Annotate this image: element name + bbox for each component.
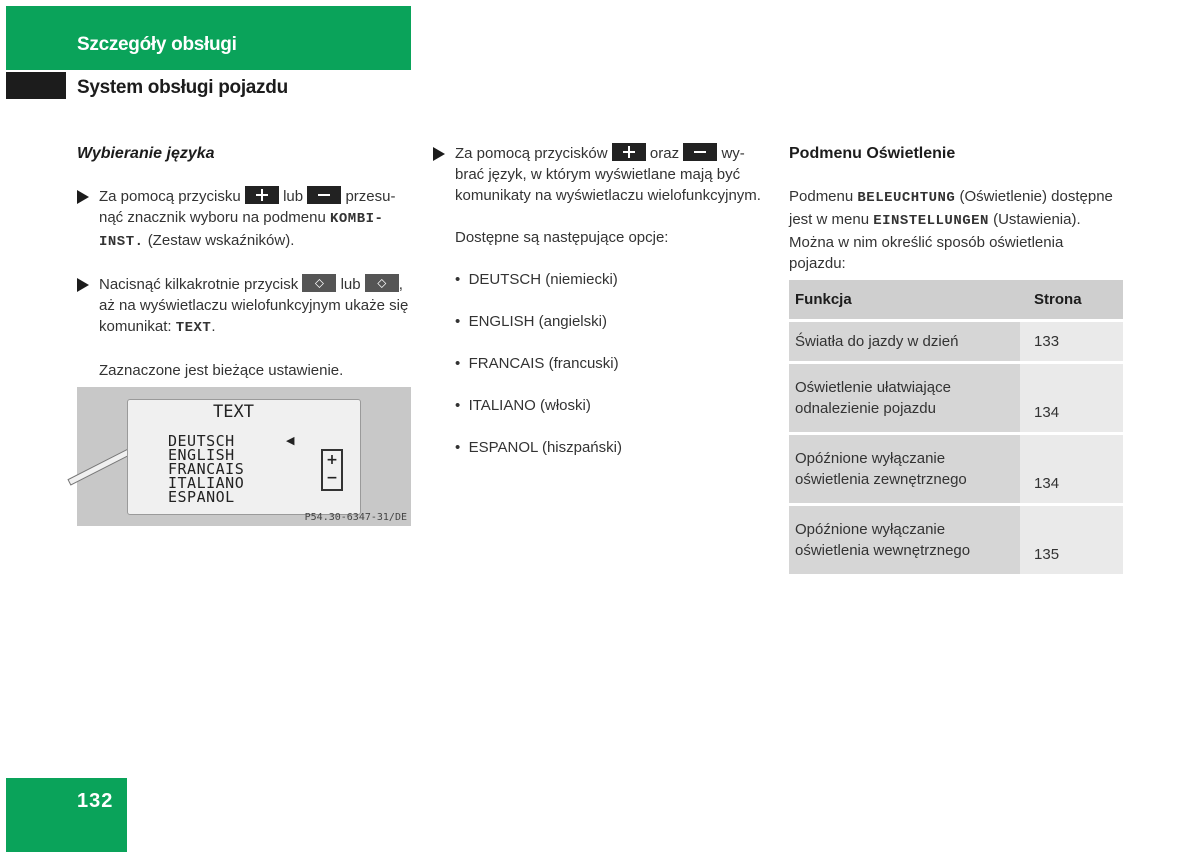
table-row: Opóźnione wyłączanie oświetlenia zewnętrznego 134 <box>789 434 1123 505</box>
lighting-paragraph: Podmenu BELEUCHTUNG (Oświetlenie) dostępne jest w menu EINSTELLUNGEN (Ustawienia). Można w nim określić sposób oświetlenia pojazdu: <box>789 188 1113 272</box>
minus-key-icon <box>307 186 341 204</box>
table-header-row <box>789 280 1123 321</box>
code-text: TEXT <box>175 320 212 336</box>
options-intro: Dostępne są następujące opcje: <box>455 229 669 246</box>
page-number: 132 <box>77 790 114 812</box>
step-select-kombi: Za pomocą przycisku lub przesu-nąć znacznik wyboru na podmenu KOMBI-INST. (Zestaw wskaźników). <box>77 186 411 253</box>
selection-pointer-icon: ◀ <box>286 435 295 447</box>
list-item: • ENGLISH (angielski) <box>455 313 607 330</box>
current-setting-note: Zaznaczone jest bieżące ustawienie. <box>99 362 344 379</box>
lighting-table <box>789 280 1123 574</box>
code-kombi-inst: KOMBI-INST. <box>99 211 384 250</box>
step-arrow-icon <box>77 190 89 204</box>
column-language <box>77 143 411 381</box>
lcd-language-list <box>168 434 244 504</box>
lcd-title: TEXT <box>213 402 254 422</box>
code-einstellungen: EINSTELLUNGEN <box>873 213 989 229</box>
page-number-badge <box>6 778 127 852</box>
plus-key-icon <box>612 143 646 161</box>
step-arrow-icon <box>77 278 89 292</box>
lcd-item: DEUTSCH <box>168 432 235 450</box>
language-heading: Wybieranie języka <box>77 145 215 162</box>
code-beleuchtung: BELEUCHTUNG <box>857 190 956 206</box>
table-row: Opóźnione wyłączanie oświetlenia wewnętrznego 135 <box>789 505 1123 575</box>
list-item: • FRANCAIS (francuski) <box>455 355 619 372</box>
plus-minus-box: + − <box>321 449 343 491</box>
plus-key-icon <box>245 186 279 204</box>
figure-code: P54.30-6347-31/DE <box>304 512 407 523</box>
step-press-arrows: Nacisnąć kilkakrotnie przycisk ⬦︎ lub ⬦︎ , aż na wyświetlaczu wielofunkcyjnym ukaże się komunikat: TEXT. <box>77 274 411 339</box>
step-choose-language: Za pomocą przycisków oraz wy-brać język, w którym wyświetlane mają być komunikaty na wyświetlaczu wielofunkcyjnym. <box>433 143 769 206</box>
list-item: • ITALIANO (włoski) <box>455 397 591 414</box>
list-item: • DEUTSCH (niemiecki) <box>455 271 618 288</box>
lcd-item: ITALIANO <box>168 474 245 492</box>
table-row: Światła do jazdy w dzień 133 <box>789 321 1123 363</box>
up-key-icon: ⬦︎ <box>302 274 336 292</box>
lcd-item: ESPANOL <box>168 488 235 506</box>
step-arrow-icon <box>433 147 445 161</box>
subsection-marker <box>6 72 66 99</box>
lcd-item: FRANCAIS <box>168 460 245 478</box>
options-list <box>433 269 769 458</box>
lcd-screen <box>127 399 361 515</box>
section-header-band <box>6 6 411 70</box>
table-row: Oświetlenie ułatwiające odnalezienie pojazdu 134 <box>789 363 1123 434</box>
column-header-function: Funkcja <box>789 280 1020 321</box>
display-illustration <box>77 387 411 526</box>
section-title: Szczegóły obsługi <box>77 34 237 55</box>
down-key-icon: ⬦︎ <box>365 274 399 292</box>
column-options <box>433 143 769 458</box>
list-item: • ESPANOL (hiszpański) <box>455 439 622 456</box>
minus-key-icon <box>683 143 717 161</box>
lighting-heading: Podmenu Oświetlenie <box>789 145 956 162</box>
column-header-page: Strona <box>1020 280 1123 321</box>
subsection-title: System obsługi pojazdu <box>77 77 288 98</box>
column-lighting <box>789 143 1123 274</box>
lcd-item: ENGLISH <box>168 446 235 464</box>
